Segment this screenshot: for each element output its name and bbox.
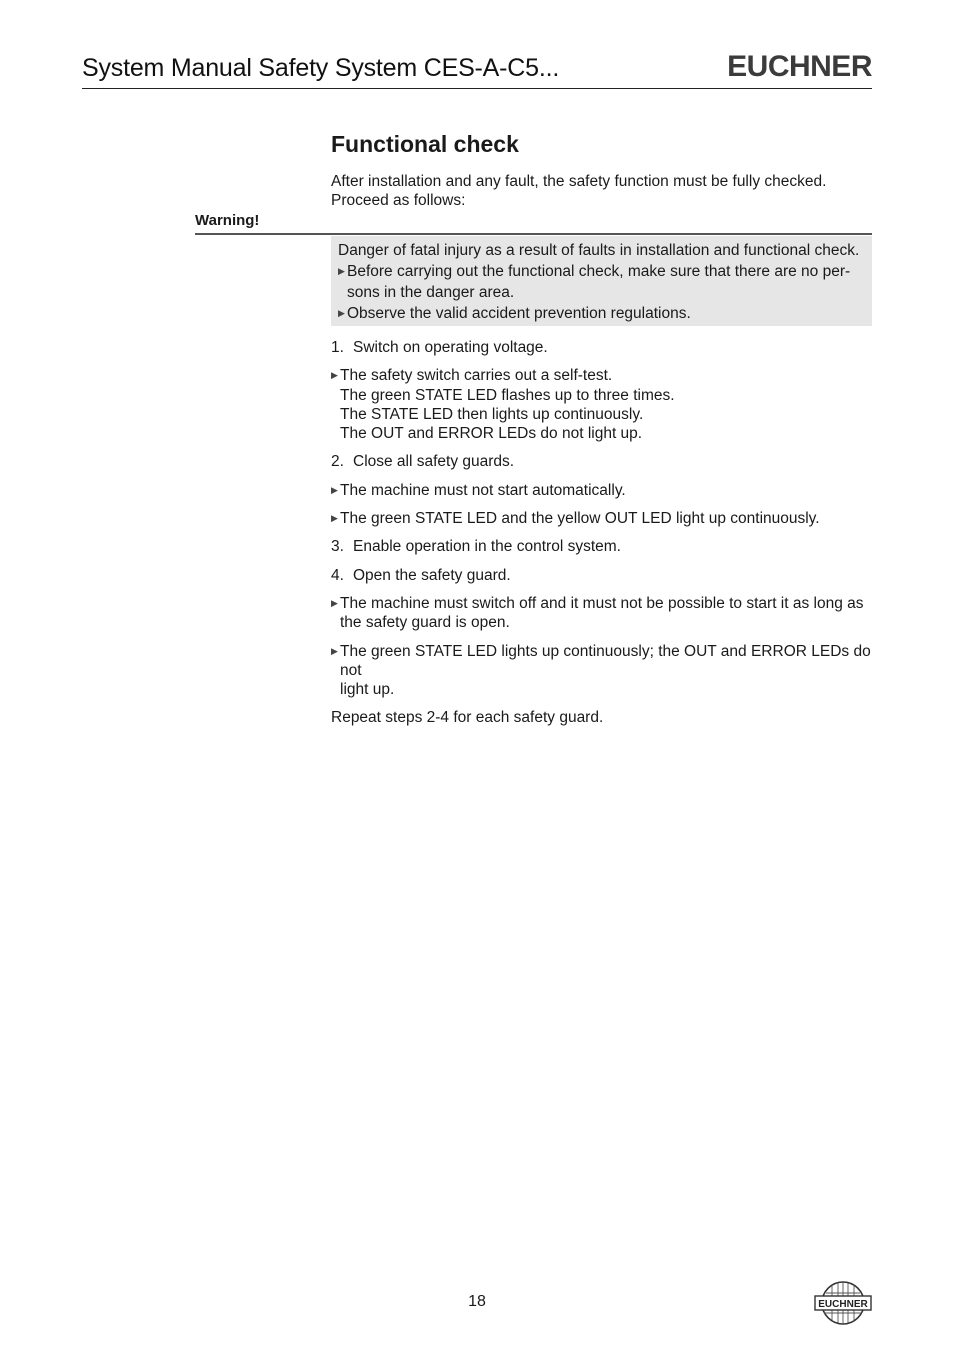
closing-note: Repeat steps 2-4 for each safety guard. (331, 709, 604, 727)
result-line: the safety guard is open. (340, 614, 510, 632)
page-number: 18 (468, 1293, 486, 1310)
step-result (331, 481, 876, 500)
procedure-step (331, 566, 876, 585)
warning-bullet-line: Observe the valid accident prevention regulations. (347, 305, 691, 322)
triangle-right-icon: ▶ (331, 645, 338, 656)
warning-bullet-line: sons in the danger area. (347, 284, 515, 301)
euchner-seal-icon (814, 1279, 872, 1327)
triangle-right-icon: ▶ (338, 308, 345, 318)
warning-bullet (338, 303, 866, 324)
document-title: System Manual Safety System CES-A-C5... (82, 54, 560, 82)
warning-label: Warning! (195, 212, 260, 229)
step-text: Close all safety guards. (353, 453, 515, 471)
step-number: 2. (331, 453, 344, 471)
header-divider (82, 88, 872, 89)
step-number: 4. (331, 566, 344, 584)
warning-divider (195, 233, 872, 235)
result-line: The STATE LED then lights up continuously. (340, 405, 644, 423)
procedure-step (331, 338, 876, 357)
step-result (331, 509, 876, 528)
step-text: Enable operation in the control system. (353, 538, 621, 556)
step-result (331, 366, 876, 443)
warning-text: Danger of fatal injury as a result of faults in installation and functional check. (338, 242, 860, 259)
procedure-step (331, 452, 876, 471)
step-text: Open the safety guard. (353, 566, 511, 584)
result-line: The green STATE LED lights up continuously; the OUT and ERROR LEDs do not (340, 642, 871, 679)
warning-box (331, 236, 872, 326)
result-line: The OUT and ERROR LEDs do not light up. (340, 425, 643, 443)
triangle-right-icon: ▶ (338, 266, 345, 276)
step-number: 1. (331, 339, 344, 356)
brand-logo: EUCHNER (727, 50, 872, 83)
section-title: Functional check (331, 131, 519, 157)
result-line: The green STATE LED flashes up to three times. (340, 386, 675, 404)
step-number: 3. (331, 538, 344, 556)
result-line: The green STATE LED and the yellow OUT LED light up continuously. (340, 510, 820, 528)
result-line: The safety switch carries out a self-test. (340, 367, 613, 385)
procedure (331, 338, 876, 728)
svg-text:EUCHNER: EUCHNER (818, 1299, 868, 1310)
triangle-right-icon: ▶ (331, 513, 338, 524)
warning-bullet-line: Before carrying out the functional check, make sure that there are no per- (347, 263, 851, 280)
triangle-right-icon: ▶ (331, 597, 338, 608)
step-result (331, 594, 876, 633)
step-result (331, 642, 876, 700)
result-line: The machine must not start automatically. (340, 481, 626, 499)
result-line: The machine must switch off and it must not be possible to start it as long as (340, 594, 864, 612)
result-line: light up. (340, 681, 395, 699)
triangle-right-icon: ▶ (331, 484, 338, 495)
section-intro: After installation and any fault, the safety function must be fully checked. Proceed as follows: (331, 173, 827, 209)
triangle-right-icon: ▶ (331, 370, 338, 381)
warning-bullet (338, 261, 866, 303)
procedure-step (331, 537, 876, 556)
step-text: Switch on operating voltage. (353, 339, 548, 356)
